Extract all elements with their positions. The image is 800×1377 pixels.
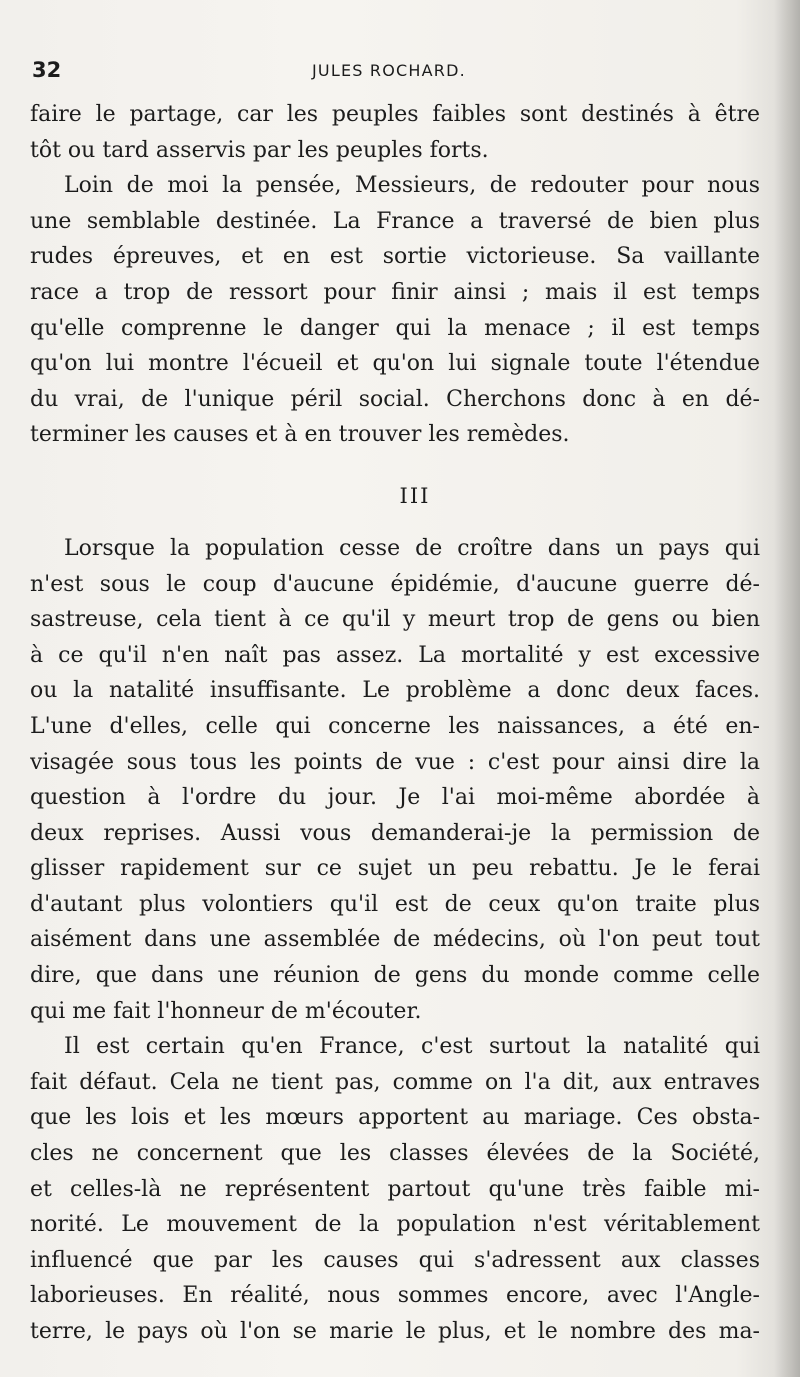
text-line: deux reprises. Aussi vous demanderai-je la permission de <box>30 820 760 846</box>
text-line: rudes épreuves, et en est sortie victorieuse. Sa vaillante <box>30 244 760 270</box>
text-line: qu'on lui montre l'écueil et qu'on lui signale toute l'étendue <box>30 351 760 377</box>
text-line: à ce qu'il n'en naît pas assez. La mortalité y est excessive <box>30 642 760 668</box>
body-text <box>30 97 760 1350</box>
text-line: et celles-là ne représentent partout qu'une très faible mi- <box>30 1176 760 1202</box>
text-line: glisser rapidement sur ce sujet un peu rebattu. Je le ferai <box>30 856 760 882</box>
text-line: dire, que dans une réunion de gens du monde comme celle <box>30 963 760 989</box>
text-line: qu'elle comprenne le danger qui la menace ; il est temps <box>30 315 760 341</box>
text-line: aisément dans une assemblée de médecins, où l'on peut tout <box>30 927 760 953</box>
text-line: Lorsque la population cesse de croître dans un pays qui <box>64 535 760 561</box>
section-heading: III <box>399 483 431 508</box>
text-line: laborieuses. En réalité, nous sommes encore, avec l'Angle- <box>30 1283 760 1309</box>
text-line: visagée sous tous les points de vue : c'est pour ainsi dire la <box>30 749 760 775</box>
text-line: une semblable destinée. La France a traversé de bien plus <box>30 208 760 234</box>
text-line: du vrai, de l'unique péril social. Cherchons donc à en dé- <box>30 386 760 412</box>
text-line: tôt ou tard asservis par les peuples forts. <box>30 137 489 163</box>
text-line: norité. Le mouvement de la population n'est véritablement <box>30 1212 760 1238</box>
text-line: terre, le pays où l'on se marie le plus, et le nombre des ma- <box>30 1319 760 1344</box>
text-line: faire le partage, car les peuples faibles sont destinés à être <box>30 102 760 127</box>
text-line: que les lois et les mœurs apportent au mariage. Ces obsta- <box>30 1105 760 1131</box>
page-number: 32 <box>32 58 62 82</box>
text-line: question à l'ordre du jour. Je l'ai moi-même abordée à <box>30 785 760 811</box>
text-line: fait défaut. Cela ne tient pas, comme on l'a dit, aux entraves <box>30 1069 760 1095</box>
text-line: influencé que par les causes qui s'adressent aux classes <box>30 1247 760 1273</box>
page-header <box>32 58 762 88</box>
text-line: sastreuse, cela tient à ce qu'il y meurt trop de gens ou bien <box>30 607 760 633</box>
text-line: L'une d'elles, celle qui concerne les naissances, a été en- <box>30 713 760 739</box>
text-line: Il est certain qu'en France, c'est surtout la natalité qui <box>64 1034 760 1060</box>
text-line: cles ne concernent que les classes élevées de la Société, <box>30 1141 760 1167</box>
text-line: n'est sous le coup d'aucune épidémie, d'aucune guerre dé- <box>30 571 760 597</box>
text-line: terminer les causes et à en trouver les remèdes. <box>30 422 570 448</box>
text-line: d'autant plus volontiers qu'il est de ceux qu'on traite plus <box>30 891 760 917</box>
running-head: JULES ROCHARD. <box>312 61 466 80</box>
text-line: ou la natalité insuffisante. Le problème a donc deux faces. <box>30 678 760 704</box>
text-line: Loin de moi la pensée, Messieurs, de redouter pour nous <box>64 173 760 199</box>
text-line: qui me fait l'honneur de m'écouter. <box>30 998 422 1024</box>
text-line: race a trop de ressort pour finir ainsi ; mais il est temps <box>30 279 760 305</box>
page-edge-shadow <box>774 0 800 1377</box>
